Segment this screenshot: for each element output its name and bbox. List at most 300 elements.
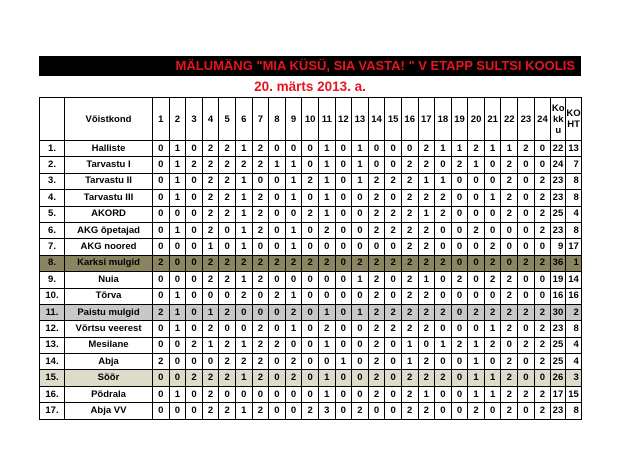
round-score: 0: [219, 239, 236, 255]
round-score: 0: [235, 386, 252, 402]
round-score: 0: [501, 222, 518, 238]
round-score: 2: [368, 272, 385, 288]
round-score: 2: [368, 370, 385, 386]
round-score: 2: [401, 157, 418, 173]
round-score: 0: [153, 272, 170, 288]
round-score: 0: [318, 354, 335, 370]
table-row: [40, 206, 582, 222]
round-score: 2: [285, 354, 302, 370]
round-score: 2: [269, 255, 286, 271]
total-score: 23: [551, 222, 566, 238]
round-score: 2: [418, 141, 435, 157]
round-score: 0: [252, 386, 269, 402]
round-score: 1: [285, 321, 302, 337]
round-score: 2: [418, 222, 435, 238]
round-score: 2: [219, 157, 236, 173]
total-score: 25: [551, 354, 566, 370]
round-score: 0: [186, 222, 203, 238]
round-score: 2: [534, 222, 551, 238]
round-score: 2: [385, 206, 402, 222]
round-score: 0: [252, 239, 269, 255]
round-score: 2: [501, 206, 518, 222]
round-score: 1: [285, 288, 302, 304]
round-score: 2: [252, 337, 269, 353]
round-score: 2: [219, 141, 236, 157]
place: 3: [566, 370, 582, 386]
round-score: 0: [352, 239, 369, 255]
round-score: 0: [302, 288, 319, 304]
round-score: 2: [534, 354, 551, 370]
header-round: 10: [302, 98, 319, 141]
round-score: 0: [153, 321, 170, 337]
team-name: AKORD: [65, 206, 153, 222]
round-score: 2: [534, 337, 551, 353]
round-score: 0: [302, 386, 319, 402]
round-score: 2: [153, 304, 170, 320]
table-row: [40, 403, 582, 419]
round-score: 2: [518, 141, 535, 157]
round-score: 2: [401, 386, 418, 402]
header-round: 16: [401, 98, 418, 141]
round-score: 2: [202, 206, 219, 222]
round-score: 2: [368, 190, 385, 206]
round-score: 1: [318, 337, 335, 353]
round-score: 2: [219, 206, 236, 222]
round-score: 0: [169, 255, 186, 271]
round-score: 0: [385, 370, 402, 386]
header-total: Ko kk u: [551, 98, 566, 141]
round-score: 2: [202, 370, 219, 386]
header-round: 8: [269, 98, 286, 141]
round-score: 2: [418, 288, 435, 304]
round-score: 0: [352, 337, 369, 353]
round-score: 2: [435, 255, 452, 271]
round-score: 0: [269, 141, 286, 157]
round-score: 0: [501, 239, 518, 255]
round-score: 0: [186, 403, 203, 419]
round-score: 2: [451, 337, 468, 353]
round-score: 0: [285, 272, 302, 288]
round-score: 0: [518, 206, 535, 222]
round-score: 1: [418, 206, 435, 222]
round-score: 2: [202, 173, 219, 189]
round-score: 1: [468, 337, 485, 353]
row-number: 1.: [40, 141, 65, 157]
round-score: 0: [518, 272, 535, 288]
round-score: 0: [451, 386, 468, 402]
round-score: 1: [169, 173, 186, 189]
round-score: 2: [202, 141, 219, 157]
round-score: 0: [352, 190, 369, 206]
header-round: 23: [518, 98, 535, 141]
round-score: 1: [318, 141, 335, 157]
round-score: 1: [484, 321, 501, 337]
row-number: 11.: [40, 304, 65, 320]
round-score: 0: [534, 239, 551, 255]
round-score: 0: [501, 337, 518, 353]
round-score: 0: [435, 321, 452, 337]
team-name: Abja: [65, 354, 153, 370]
round-score: 2: [302, 255, 319, 271]
total-score: 23: [551, 403, 566, 419]
round-score: 0: [202, 354, 219, 370]
round-score: 0: [335, 304, 352, 320]
round-score: 2: [534, 304, 551, 320]
round-score: 0: [269, 272, 286, 288]
round-score: 0: [352, 354, 369, 370]
round-score: 2: [501, 272, 518, 288]
round-score: 2: [418, 239, 435, 255]
round-score: 2: [484, 255, 501, 271]
header-round: 24: [534, 98, 551, 141]
place: 14: [566, 272, 582, 288]
round-score: 2: [368, 304, 385, 320]
round-score: 2: [352, 255, 369, 271]
round-score: 2: [219, 337, 236, 353]
round-score: 0: [385, 403, 402, 419]
round-score: 2: [202, 403, 219, 419]
place: 4: [566, 337, 582, 353]
round-score: 0: [153, 206, 170, 222]
round-score: 0: [169, 239, 186, 255]
round-score: 0: [186, 255, 203, 271]
round-score: 2: [501, 157, 518, 173]
round-score: 0: [186, 206, 203, 222]
round-score: 2: [269, 337, 286, 353]
round-score: 1: [235, 370, 252, 386]
table-row: [40, 386, 582, 402]
header-round: 9: [285, 98, 302, 141]
round-score: 0: [252, 288, 269, 304]
round-score: 0: [451, 239, 468, 255]
row-number: 10.: [40, 288, 65, 304]
round-score: 0: [302, 354, 319, 370]
round-score: 0: [352, 206, 369, 222]
round-score: 0: [169, 403, 186, 419]
round-score: 2: [401, 239, 418, 255]
table-row: [40, 222, 582, 238]
round-score: 0: [318, 272, 335, 288]
round-score: 1: [468, 157, 485, 173]
round-score: 2: [252, 190, 269, 206]
round-score: 0: [385, 354, 402, 370]
place: 8: [566, 173, 582, 189]
row-number: 13.: [40, 337, 65, 353]
round-score: 0: [169, 337, 186, 353]
total-score: 26: [551, 370, 566, 386]
team-name: Halliste: [65, 141, 153, 157]
round-score: 0: [302, 272, 319, 288]
round-score: 0: [534, 141, 551, 157]
round-score: 0: [285, 403, 302, 419]
round-score: 0: [335, 337, 352, 353]
round-score: 2: [534, 403, 551, 419]
round-score: 0: [484, 206, 501, 222]
round-score: 1: [352, 272, 369, 288]
header-round: 14: [368, 98, 385, 141]
round-score: 0: [385, 141, 402, 157]
round-score: 2: [219, 370, 236, 386]
round-score: 0: [335, 255, 352, 271]
round-score: 0: [219, 288, 236, 304]
round-score: 0: [352, 386, 369, 402]
table-row: [40, 321, 582, 337]
page-title: MÄLUMÄNG "MIA KÜSÜ, SIA VASTA! " V ETAPP SULTSI KOOLIS: [39, 56, 581, 76]
round-score: 0: [468, 288, 485, 304]
place: 8: [566, 403, 582, 419]
header-round: 1: [153, 98, 170, 141]
round-score: 2: [302, 173, 319, 189]
total-score: 25: [551, 206, 566, 222]
round-score: 2: [468, 141, 485, 157]
round-score: 0: [451, 304, 468, 320]
round-score: 0: [219, 222, 236, 238]
round-score: 0: [335, 173, 352, 189]
round-score: 2: [252, 206, 269, 222]
round-score: 0: [269, 304, 286, 320]
round-score: 0: [518, 288, 535, 304]
round-score: 2: [368, 321, 385, 337]
team-name: Tõrva: [65, 288, 153, 304]
round-score: 0: [318, 288, 335, 304]
place: 8: [566, 190, 582, 206]
round-score: 2: [368, 337, 385, 353]
header-team: Võistkond: [65, 98, 153, 141]
round-score: 0: [169, 370, 186, 386]
total-score: 24: [551, 157, 566, 173]
round-score: 1: [501, 141, 518, 157]
round-score: 1: [468, 354, 485, 370]
round-score: 2: [418, 157, 435, 173]
round-score: 2: [518, 304, 535, 320]
table-row: [40, 288, 582, 304]
round-score: 1: [235, 190, 252, 206]
round-score: 2: [219, 272, 236, 288]
total-score: 25: [551, 337, 566, 353]
round-score: 2: [418, 255, 435, 271]
round-score: 1: [269, 157, 286, 173]
row-number: 7.: [40, 239, 65, 255]
place: 7: [566, 157, 582, 173]
table-row: [40, 370, 582, 386]
round-score: 1: [285, 190, 302, 206]
round-score: 0: [435, 239, 452, 255]
place: 13: [566, 141, 582, 157]
round-score: 0: [435, 386, 452, 402]
round-score: 2: [534, 190, 551, 206]
round-score: 0: [435, 157, 452, 173]
round-score: 2: [368, 354, 385, 370]
round-score: 2: [235, 157, 252, 173]
round-score: 2: [501, 321, 518, 337]
total-score: 22: [551, 141, 566, 157]
round-score: 0: [302, 304, 319, 320]
page-subtitle: 20. märts 2013. a.: [254, 79, 366, 94]
round-score: 0: [302, 157, 319, 173]
round-score: 2: [235, 288, 252, 304]
round-score: 2: [385, 222, 402, 238]
round-score: 2: [418, 403, 435, 419]
round-score: 1: [318, 304, 335, 320]
team-name: Karksi mulgid: [65, 255, 153, 271]
round-score: 0: [484, 354, 501, 370]
round-score: 0: [484, 157, 501, 173]
place: 4: [566, 206, 582, 222]
round-score: 0: [269, 321, 286, 337]
place: 8: [566, 222, 582, 238]
round-score: 1: [352, 157, 369, 173]
round-score: 0: [368, 403, 385, 419]
round-score: 0: [302, 370, 319, 386]
results-body: [40, 141, 582, 420]
round-score: 2: [518, 337, 535, 353]
round-score: 0: [518, 157, 535, 173]
round-score: 1: [235, 222, 252, 238]
round-score: 0: [451, 255, 468, 271]
round-score: 1: [318, 206, 335, 222]
round-score: 1: [235, 206, 252, 222]
round-score: 0: [435, 222, 452, 238]
round-score: 1: [468, 386, 485, 402]
round-score: 0: [335, 321, 352, 337]
round-score: 1: [484, 370, 501, 386]
round-score: 0: [484, 403, 501, 419]
round-score: 2: [484, 337, 501, 353]
round-score: 2: [435, 190, 452, 206]
round-score: 2: [302, 403, 319, 419]
round-score: 0: [302, 190, 319, 206]
round-score: 1: [352, 141, 369, 157]
total-score: 9: [551, 239, 566, 255]
round-score: 2: [534, 173, 551, 189]
round-score: 2: [484, 239, 501, 255]
round-score: 0: [186, 386, 203, 402]
round-score: 0: [335, 386, 352, 402]
round-score: 2: [418, 321, 435, 337]
round-score: 0: [335, 239, 352, 255]
round-score: 0: [235, 304, 252, 320]
round-score: 0: [468, 206, 485, 222]
round-score: 0: [352, 222, 369, 238]
round-score: 0: [368, 141, 385, 157]
round-score: 1: [435, 337, 452, 353]
round-score: 0: [385, 386, 402, 402]
round-score: 0: [153, 141, 170, 157]
round-score: 2: [435, 206, 452, 222]
round-score: 0: [518, 222, 535, 238]
round-score: 2: [368, 173, 385, 189]
round-score: 0: [335, 403, 352, 419]
round-score: 0: [352, 288, 369, 304]
round-score: 2: [385, 304, 402, 320]
round-score: 2: [252, 370, 269, 386]
round-score: 2: [368, 288, 385, 304]
round-score: 1: [285, 222, 302, 238]
round-score: 0: [435, 272, 452, 288]
round-score: 2: [368, 206, 385, 222]
header-round: 20: [468, 98, 485, 141]
table-row: [40, 255, 582, 271]
round-score: 1: [401, 354, 418, 370]
round-score: 2: [468, 304, 485, 320]
round-score: 2: [153, 255, 170, 271]
round-score: 2: [534, 255, 551, 271]
round-score: 1: [202, 337, 219, 353]
place: 1: [566, 255, 582, 271]
header-round: 18: [435, 98, 452, 141]
round-score: 2: [219, 255, 236, 271]
round-score: 0: [302, 337, 319, 353]
header-round: 17: [418, 98, 435, 141]
round-score: 2: [202, 386, 219, 402]
round-score: 0: [451, 173, 468, 189]
round-score: 0: [269, 206, 286, 222]
table-row: [40, 141, 582, 157]
round-score: 2: [401, 321, 418, 337]
round-score: 2: [186, 157, 203, 173]
round-score: 0: [302, 222, 319, 238]
round-score: 2: [501, 190, 518, 206]
round-score: 2: [401, 272, 418, 288]
round-score: 0: [518, 190, 535, 206]
round-score: 0: [186, 304, 203, 320]
round-score: 0: [302, 239, 319, 255]
round-score: 0: [153, 370, 170, 386]
round-score: 0: [451, 354, 468, 370]
round-score: 1: [169, 190, 186, 206]
round-score: 2: [418, 370, 435, 386]
round-score: 0: [468, 190, 485, 206]
round-score: 2: [501, 173, 518, 189]
round-score: 2: [285, 370, 302, 386]
round-score: 1: [418, 386, 435, 402]
round-score: 0: [518, 354, 535, 370]
round-score: 0: [318, 239, 335, 255]
round-score: 1: [169, 288, 186, 304]
team-name: Sõõr: [65, 370, 153, 386]
round-score: 2: [501, 304, 518, 320]
header-round: 21: [484, 98, 501, 141]
round-score: 0: [285, 386, 302, 402]
round-score: 0: [451, 370, 468, 386]
round-score: 0: [418, 337, 435, 353]
round-score: 1: [318, 190, 335, 206]
team-name: Mesilane: [65, 337, 153, 353]
round-score: 0: [269, 403, 286, 419]
round-score: 0: [153, 222, 170, 238]
team-name: Abja VV: [65, 403, 153, 419]
header-round: 3: [186, 98, 203, 141]
round-score: 2: [435, 304, 452, 320]
header-round: 11: [318, 98, 335, 141]
round-score: 0: [401, 141, 418, 157]
round-score: 2: [235, 354, 252, 370]
round-score: 0: [335, 370, 352, 386]
round-score: 0: [202, 288, 219, 304]
round-score: 1: [235, 403, 252, 419]
round-score: 2: [285, 304, 302, 320]
round-score: 0: [451, 321, 468, 337]
round-score: 2: [318, 255, 335, 271]
round-score: 2: [501, 386, 518, 402]
row-number: 8.: [40, 255, 65, 271]
round-score: 0: [269, 370, 286, 386]
round-score: 0: [368, 239, 385, 255]
round-score: 0: [484, 222, 501, 238]
round-score: 0: [534, 272, 551, 288]
round-score: 0: [186, 321, 203, 337]
round-score: 2: [401, 255, 418, 271]
